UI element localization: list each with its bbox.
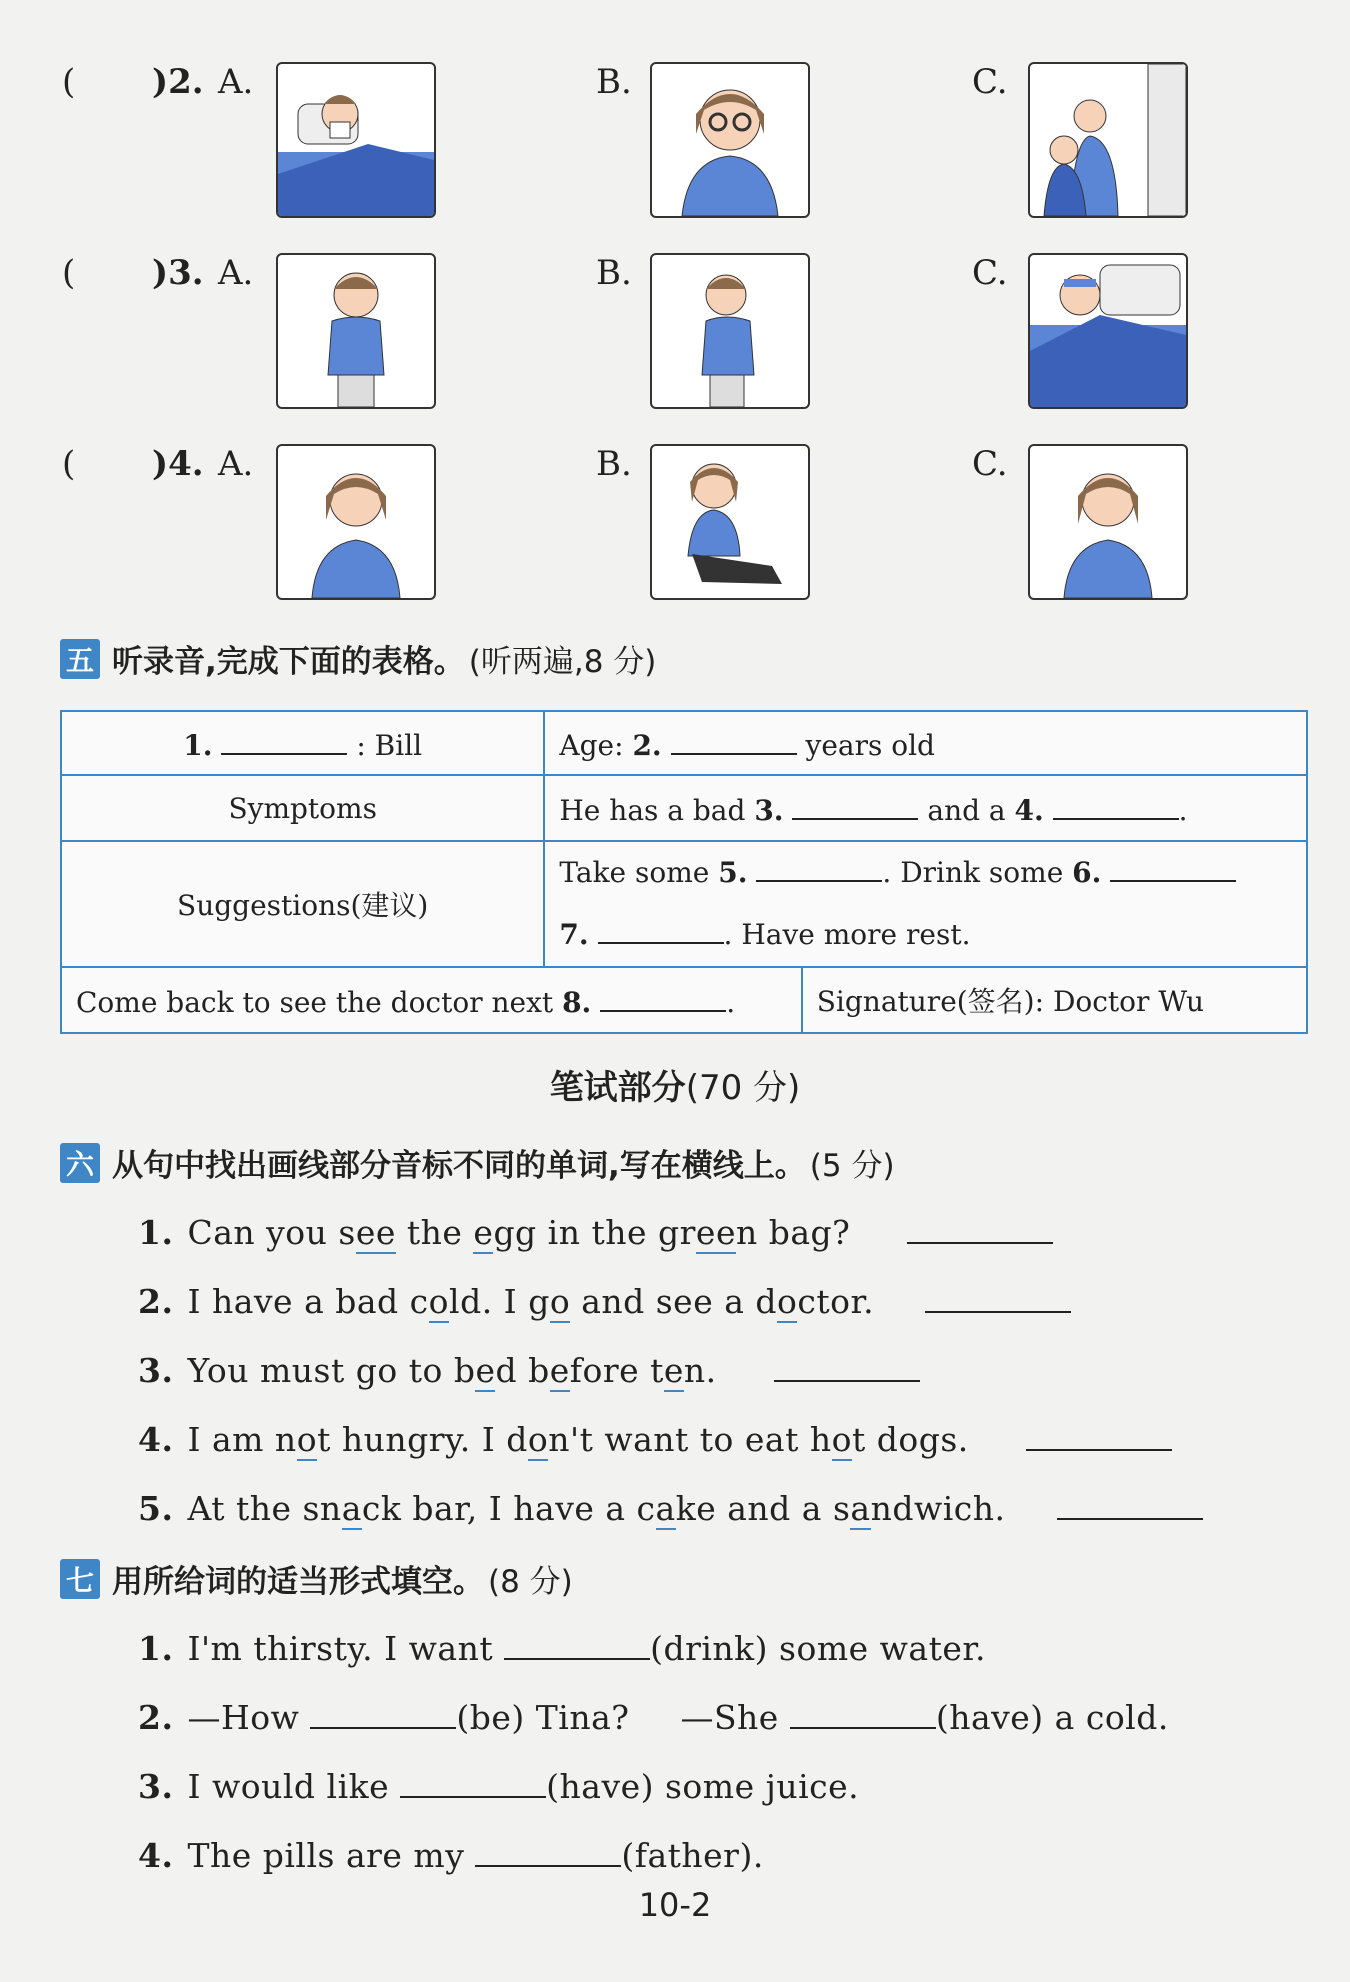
fill-blank-item (138, 1697, 1169, 1737)
answer-blank[interactable] (400, 1766, 546, 1798)
sentence-text: n't want to eat h (548, 1420, 832, 1459)
blank-number: 4. (1014, 793, 1044, 827)
age-cell (544, 711, 1307, 775)
answer-blank[interactable] (598, 914, 724, 944)
punctuation: . (1178, 793, 1188, 827)
sentence-text: ld. I g (449, 1282, 550, 1321)
underlined-letters: e (549, 1351, 570, 1390)
section-score: (8 分) (488, 1564, 573, 1600)
blank-number: 6. (1072, 856, 1102, 889)
option-label-c: C. (972, 253, 1008, 293)
blank-number: 3. (754, 793, 784, 827)
option-label-b: B. (596, 444, 632, 484)
sentence-text: Can you s (187, 1213, 356, 1252)
written-part-label: 笔试部分 (549, 1068, 686, 1108)
suggestion-text: . Have more rest. (723, 918, 971, 951)
age-label: Age: (559, 728, 624, 762)
section-title: 听录音,完成下面的表格。 (112, 644, 465, 680)
sentence-text: t dogs. (851, 1420, 969, 1459)
symptom-text: He has a bad (559, 793, 746, 827)
underlined-letters: a (850, 1489, 871, 1528)
sentence-text: ctor. (797, 1282, 875, 1321)
picture-boy-fever-in-bed (1028, 253, 1188, 409)
picture-mother-and-child-at-door (1028, 62, 1188, 218)
section-six-heading (60, 1140, 895, 1185)
answer-blank[interactable] (310, 1697, 456, 1729)
sentence-text: —How (187, 1698, 300, 1737)
item-number: 3. (138, 1351, 174, 1390)
section-seven-heading (60, 1556, 573, 1601)
picture-girl-hurt-leg (650, 444, 810, 600)
answer-blank[interactable] (1057, 1488, 1203, 1520)
suggestion-line-2 (559, 904, 1292, 966)
answer-blank[interactable] (907, 1212, 1053, 1244)
option-label-a: A. (218, 62, 254, 102)
picture-woman-toothache (276, 444, 436, 600)
sentence-text: (have) a cold. (935, 1698, 1169, 1737)
answer-blank[interactable] (221, 725, 347, 755)
symptoms-cell (544, 775, 1307, 841)
page-number: 10-2 (638, 1886, 712, 1924)
blank-number: 8. (562, 985, 592, 1019)
underlined-letters: o (296, 1420, 318, 1459)
blank-number: 5. (718, 856, 748, 889)
fill-blank-item (138, 1628, 986, 1668)
sentence-text: I'm thirsty. I want (187, 1629, 494, 1668)
picture-coughing-woman (650, 62, 810, 218)
item-number: 5. (138, 1489, 174, 1528)
sentence-text: (be) Tina? (456, 1698, 630, 1737)
question-number: )4. (152, 444, 204, 484)
sentence-text: gg in the gr (493, 1213, 696, 1252)
sentence-text: (have) some juice. (546, 1767, 860, 1806)
sentence-text: fore t (569, 1351, 664, 1390)
suggestion-text: Take some (559, 856, 710, 889)
sentence-text: ck bar, I have a c (361, 1489, 656, 1528)
age-unit: years old (805, 728, 935, 762)
sentence-text: t hungry. I d (317, 1420, 528, 1459)
suggestion-text: . Drink some (882, 856, 1064, 889)
answer-blank[interactable] (756, 852, 882, 882)
listening-table (60, 710, 1308, 1034)
option-label-a: A. (218, 253, 254, 293)
answer-blank[interactable] (600, 982, 726, 1012)
table-row (61, 711, 1307, 775)
sentence-text: n bag? (735, 1213, 851, 1252)
underlined-letters: o (777, 1282, 798, 1321)
option-label-b: B. (596, 62, 632, 102)
name-label: : Bill (356, 728, 423, 762)
item-number: 2. (138, 1282, 174, 1321)
answer-blank[interactable] (790, 1697, 936, 1729)
phonics-item (138, 1350, 920, 1390)
come-back-text: Come back to see the doctor next (76, 985, 554, 1019)
suggestions-label-cell: Suggestions(建议) (61, 841, 544, 967)
sentence-text: —She (680, 1698, 779, 1737)
fill-blank-item (138, 1766, 859, 1806)
section-title: 从句中找出画线部分音标不同的单词,写在横线上。 (112, 1148, 806, 1184)
section-badge: 六 (60, 1143, 100, 1183)
section-title: 用所给词的适当形式填空。 (112, 1564, 484, 1600)
sentence-text: (drink) some water. (650, 1629, 987, 1668)
answer-blank[interactable] (774, 1350, 920, 1382)
option-label-a: A. (218, 444, 254, 484)
answer-paren-open: ( (62, 253, 76, 293)
underlined-letters: ee (355, 1213, 396, 1252)
sentence-text: I am n (187, 1420, 297, 1459)
option-label-b: B. (596, 253, 632, 293)
phonics-item (138, 1419, 1172, 1459)
section-badge: 五 (60, 639, 100, 679)
answer-blank[interactable] (504, 1628, 650, 1660)
picture-boy-stomachache (276, 253, 436, 409)
underlined-letters: o (549, 1282, 571, 1321)
underlined-letters: o (527, 1420, 549, 1459)
picture-woman-hurt-finger (1028, 444, 1188, 600)
sentence-text: ke and a s (675, 1489, 851, 1528)
section-badge: 七 (60, 1559, 100, 1599)
answer-blank[interactable] (671, 725, 797, 755)
item-number: 1. (138, 1629, 174, 1668)
underlined-letters: o (831, 1420, 852, 1459)
underlined-letters: e (475, 1351, 496, 1390)
symptom-text: and a (927, 793, 1006, 827)
sentence-text: the (395, 1213, 474, 1252)
item-number: 2. (138, 1698, 174, 1737)
answer-paren-open: ( (62, 62, 76, 102)
table-row (61, 775, 1307, 841)
underlined-letters: o (428, 1282, 450, 1321)
answer-paren-open: ( (62, 444, 76, 484)
sentence-text: d b (495, 1351, 550, 1390)
symptoms-label-cell: Symptoms (61, 775, 544, 841)
signature-cell: Signature(签名): Doctor Wu (802, 967, 1307, 1033)
item-number: 4. (138, 1836, 174, 1875)
phonics-item (138, 1488, 1203, 1528)
sentence-text: You must go to b (187, 1351, 476, 1390)
picture-sneezing-in-bed (276, 62, 436, 218)
sentence-text: I have a bad c (187, 1282, 429, 1321)
come-back-cell (61, 967, 802, 1033)
underlined-letters: a (341, 1489, 362, 1528)
sentence-text: The pills are my (187, 1836, 465, 1875)
underlined-letters: e (663, 1351, 684, 1390)
suggestions-cell (544, 841, 1307, 967)
answer-blank[interactable] (1110, 852, 1236, 882)
underlined-letters: a (655, 1489, 676, 1528)
blank-number: 1. (183, 728, 213, 762)
question-number: )3. (152, 253, 204, 293)
punctuation: . (726, 985, 736, 1019)
picture-boy-backache (650, 253, 810, 409)
answer-blank[interactable] (475, 1835, 621, 1867)
sentence-text: I would like (187, 1767, 390, 1806)
suggestion-line-1 (559, 842, 1292, 904)
answer-blank[interactable] (792, 790, 918, 820)
section-score: (听两遍,8 分) (468, 644, 657, 680)
fill-blank-item (138, 1835, 764, 1875)
blank-number: 2. (632, 728, 662, 762)
item-number: 4. (138, 1420, 174, 1459)
written-part-title (0, 1060, 1350, 1109)
section-five-heading (60, 636, 656, 681)
item-number: 1. (138, 1213, 174, 1252)
option-label-c: C. (972, 62, 1008, 102)
table-row (61, 967, 1307, 1033)
underlined-letters: e (473, 1213, 494, 1252)
answer-blank[interactable] (1026, 1419, 1172, 1451)
table-row (61, 841, 1307, 967)
sentence-text: ndwich. (870, 1489, 1006, 1528)
phonics-item (138, 1281, 1071, 1321)
sentence-text: n. (683, 1351, 717, 1390)
question-row-3 (0, 241, 1350, 411)
sentence-text: (father). (621, 1836, 764, 1875)
option-label-c: C. (972, 444, 1008, 484)
written-part-score: (70 分) (685, 1068, 801, 1108)
section-score: (5 分) (809, 1148, 895, 1184)
name-cell (61, 711, 544, 775)
blank-number: 7. (559, 918, 589, 951)
sentence-text: and see a d (570, 1282, 778, 1321)
answer-blank[interactable] (925, 1281, 1071, 1313)
underlined-letters: ee (695, 1213, 736, 1252)
question-number: )2. (152, 62, 204, 102)
answer-blank[interactable] (1053, 790, 1179, 820)
phonics-item (138, 1212, 1053, 1252)
sentence-text: At the sn (187, 1489, 342, 1528)
item-number: 3. (138, 1767, 174, 1806)
question-row-4 (0, 432, 1350, 602)
question-row-2 (0, 50, 1350, 220)
